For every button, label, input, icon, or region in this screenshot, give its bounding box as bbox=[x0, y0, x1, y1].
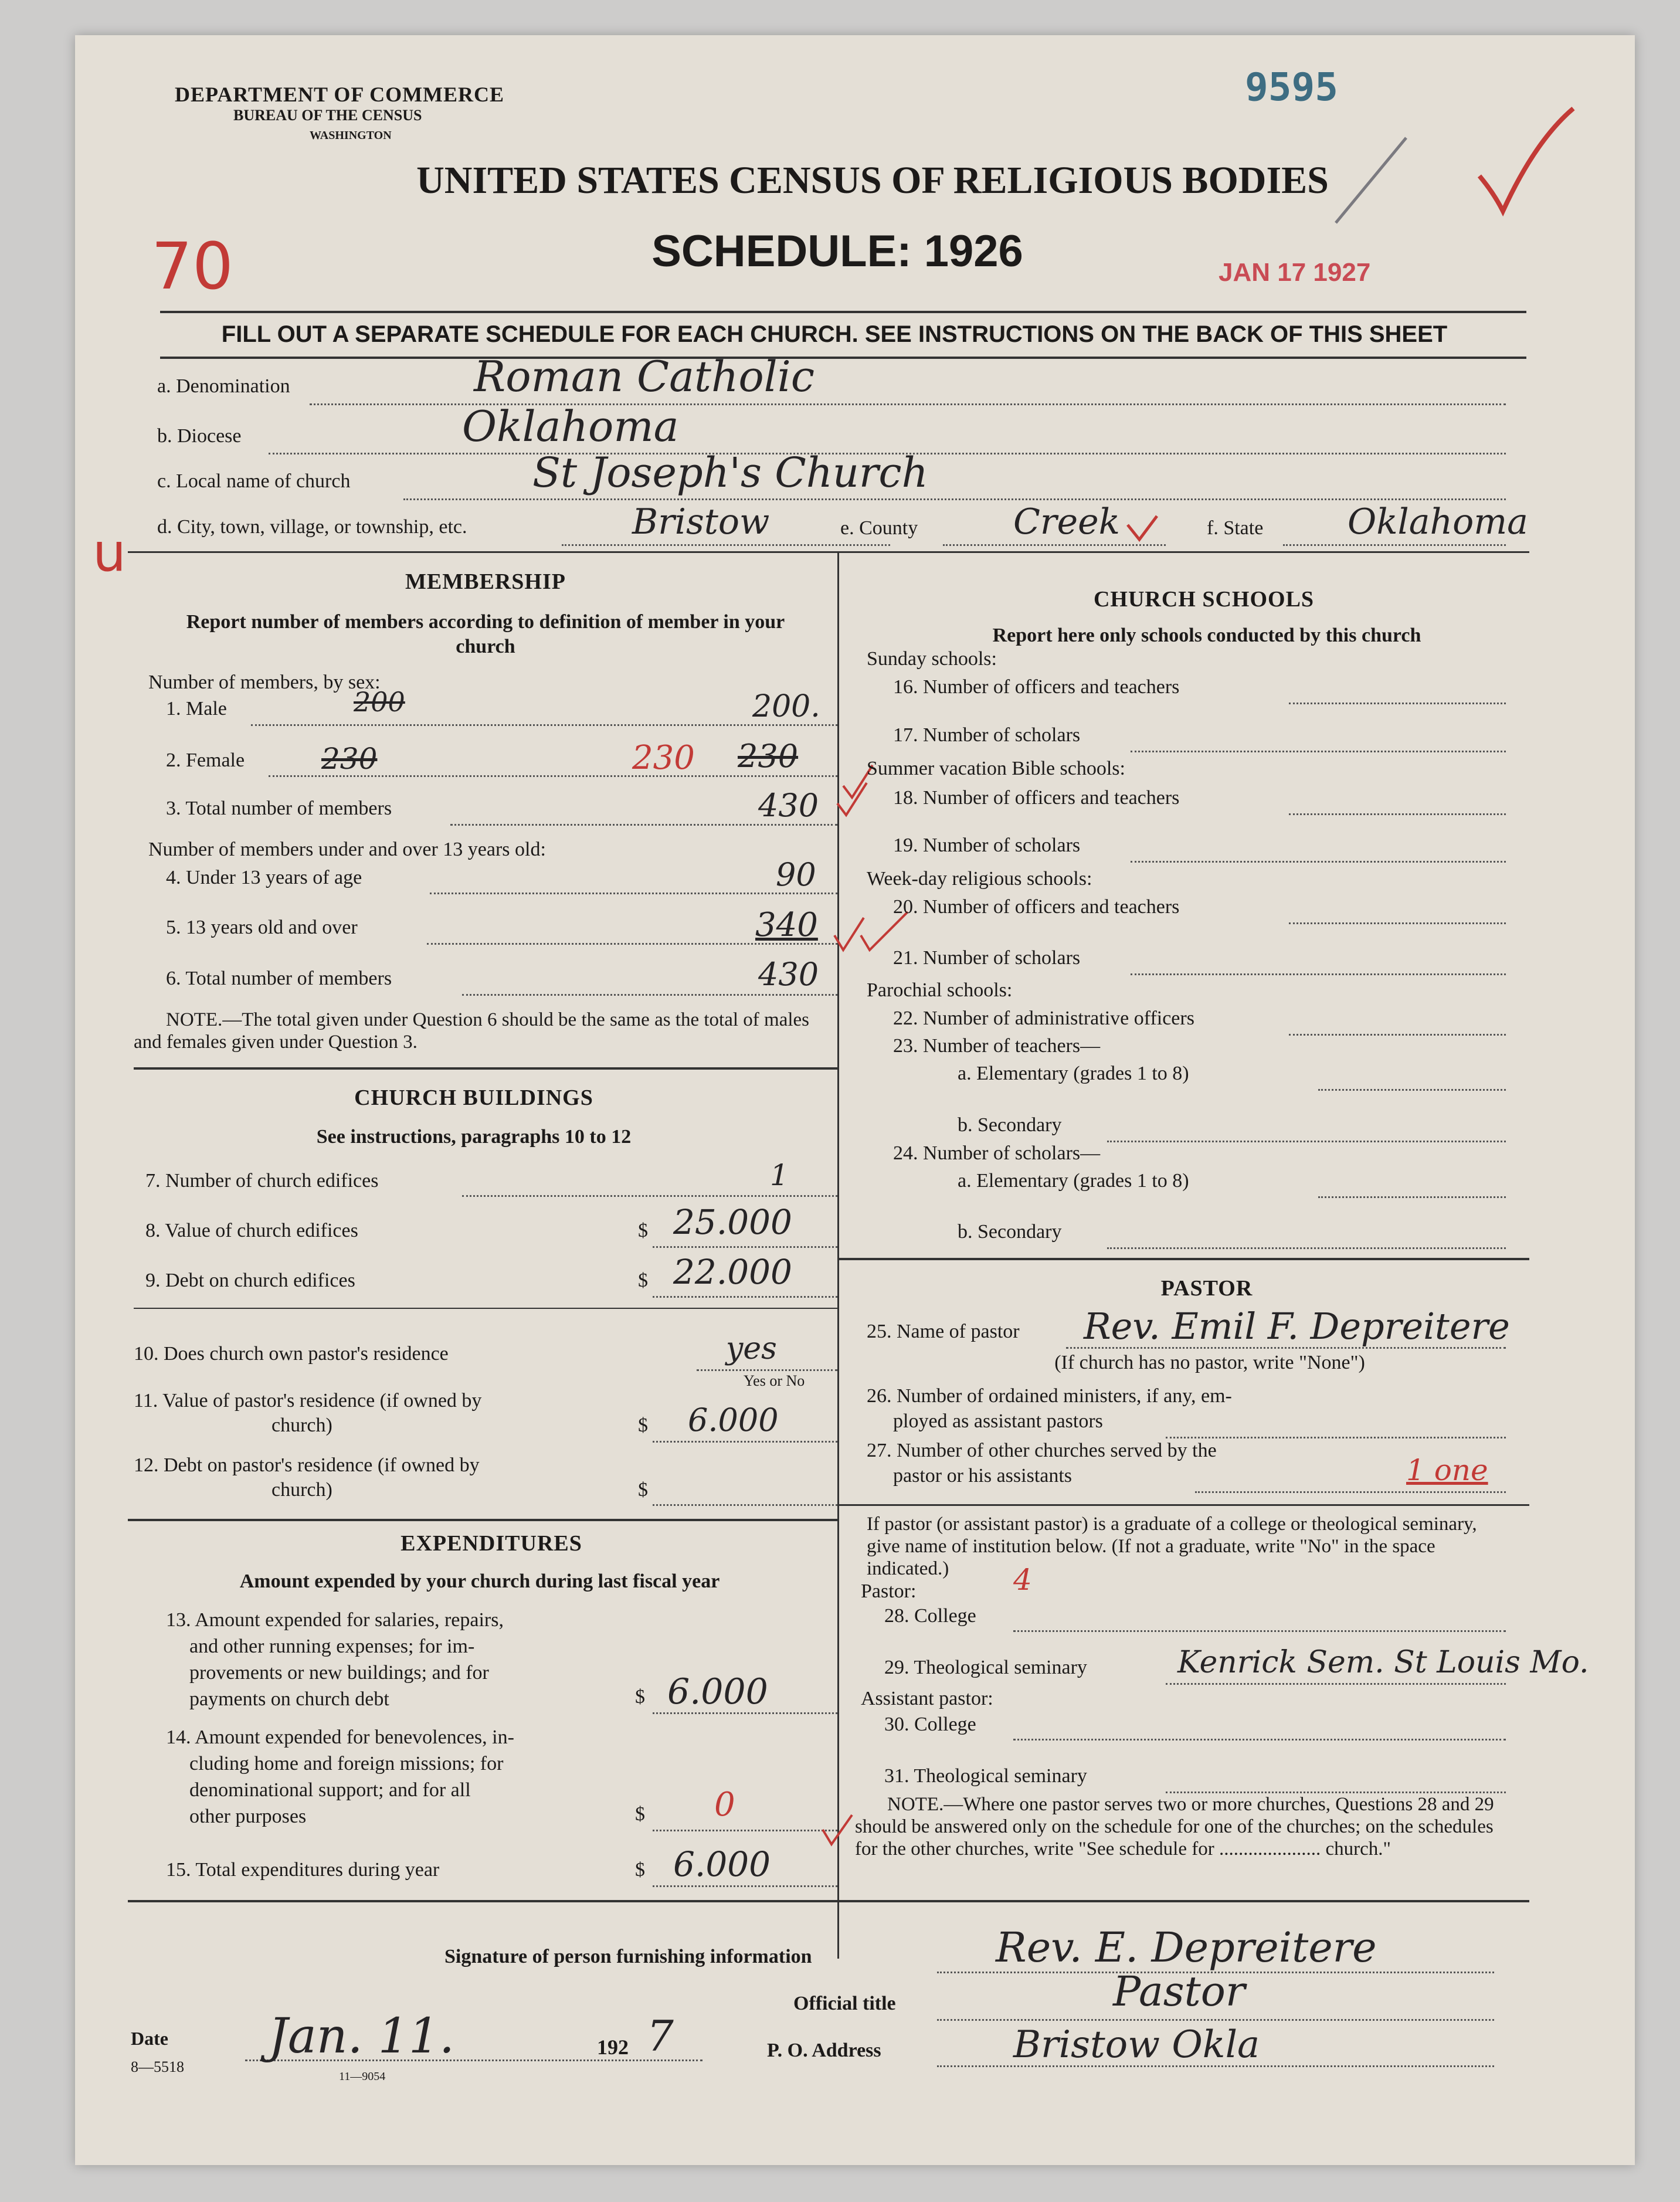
official-title-line bbox=[937, 2019, 1494, 2021]
pastor-label: Pastor: bbox=[861, 1580, 917, 1602]
diocese-label: b. Diocese bbox=[157, 425, 242, 447]
denomination-label: a. Denomination bbox=[157, 375, 290, 397]
q14-line-4: other purposes bbox=[189, 1806, 307, 1827]
county-label: e. County bbox=[840, 517, 918, 539]
check-mark-icon bbox=[820, 1812, 855, 1847]
print-code: 11—9054 bbox=[339, 2070, 386, 2083]
year-prefix: 192 bbox=[597, 2035, 629, 2059]
q13-value-field[interactable]: 6.000 bbox=[667, 1671, 768, 1712]
q13-line-2: and other running expenses; for im- bbox=[189, 1636, 475, 1657]
q16-line bbox=[1289, 703, 1506, 704]
q29-seminary-field[interactable]: Kenrick Sem. St Louis Mo. bbox=[1177, 1645, 1589, 1680]
q18-line bbox=[1289, 813, 1506, 815]
signature-label: Signature of person furnishing information bbox=[444, 1946, 812, 1967]
q31-label: 31. Theological seminary bbox=[884, 1765, 1087, 1787]
diocese-field[interactable]: Oklahoma bbox=[462, 402, 679, 451]
q27-rule bbox=[837, 1504, 1529, 1506]
q17-label: 17. Number of scholars bbox=[893, 724, 1081, 746]
q8-dollar: $ bbox=[638, 1220, 648, 1241]
q2-label: 2. Female bbox=[166, 749, 245, 771]
membership-note: NOTE.—The total given under Question 6 should be the same as the total of males and females given under Question 3. bbox=[134, 1009, 809, 1053]
q10-residence-field[interactable]: yes bbox=[726, 1331, 777, 1366]
q13-line-3: provements or new buildings; and for bbox=[189, 1662, 489, 1684]
q24b-label: b. Secondary bbox=[958, 1221, 1062, 1243]
q11-value-field[interactable]: 6.000 bbox=[688, 1402, 779, 1438]
church-name-line bbox=[403, 498, 1506, 500]
bottom-rule bbox=[128, 1900, 1529, 1902]
q11-dollar: $ bbox=[638, 1414, 648, 1436]
q25-label: 25. Name of pastor bbox=[867, 1321, 1020, 1342]
graduate-note: If pastor (or assistant pastor) is a graduate of a college or theological seminary, give name of institution below. (If not a graduate, write "No" in the space indicated.) bbox=[867, 1514, 1477, 1579]
q6-total-field[interactable]: 430 bbox=[758, 956, 819, 993]
bureau-line: BUREAU OF THE CENSUS bbox=[233, 107, 422, 124]
signature-field[interactable]: Rev. E. Depreitere bbox=[996, 1923, 1377, 1972]
q1-line bbox=[251, 724, 837, 726]
q20-label: 20. Number of officers and teachers bbox=[893, 896, 1180, 918]
q11-label-b: church) bbox=[271, 1414, 332, 1436]
q27-line bbox=[1195, 1491, 1506, 1493]
check-mark-icon bbox=[1125, 513, 1160, 542]
pastor-heading: PASTOR bbox=[1160, 1276, 1253, 1301]
q4-label: 4. Under 13 years of age bbox=[166, 867, 362, 888]
age-intro-label: Number of members under and over 13 years old: bbox=[148, 839, 546, 860]
identity-rule bbox=[128, 551, 1529, 553]
q12-label-a: 12. Debt on pastor's residence (if owned by bbox=[134, 1454, 480, 1476]
department-line: DEPARTMENT OF COMMERCE bbox=[175, 83, 505, 106]
official-title-label: Official title bbox=[793, 1993, 896, 2014]
pastor-red-mark: 4 bbox=[1013, 1563, 1032, 1597]
form-title: UNITED STATES CENSUS OF RELIGIOUS BODIES bbox=[416, 159, 1329, 202]
sunday-schools-label: Sunday schools: bbox=[867, 648, 997, 670]
membership-heading: MEMBERSHIP bbox=[405, 569, 566, 594]
q17-line bbox=[1131, 751, 1506, 752]
q26-label-a: 26. Number of ordained ministers, if any, em- bbox=[867, 1385, 1232, 1407]
county-line bbox=[943, 544, 1166, 546]
buildings-heading: CHURCH BUILDINGS bbox=[354, 1085, 593, 1110]
pencil-stroke-icon bbox=[1330, 135, 1412, 229]
q14-line-2: cluding home and foreign missions; for bbox=[189, 1753, 504, 1775]
city-line bbox=[562, 544, 890, 546]
struck-female-value: 230 bbox=[321, 742, 378, 776]
census-schedule-sheet bbox=[75, 35, 1635, 2165]
column-divider bbox=[837, 551, 839, 1959]
q8-value-field[interactable]: 25.000 bbox=[673, 1202, 792, 1242]
q10-label: 10. Does church own pastor's residence bbox=[134, 1343, 449, 1365]
q15-label: 15. Total expenditures during year bbox=[166, 1859, 440, 1881]
buildings-rule bbox=[128, 1519, 837, 1521]
q13-dollar: $ bbox=[635, 1686, 645, 1708]
q5-label: 5. 13 years old and over bbox=[166, 917, 358, 938]
q12-label-b: church) bbox=[271, 1479, 332, 1501]
q1-male-field[interactable]: 200. bbox=[752, 689, 820, 724]
q29-label: 29. Theological seminary bbox=[884, 1657, 1087, 1678]
official-title-field[interactable]: Pastor bbox=[1113, 1967, 1245, 2016]
assistant-pastor-label: Assistant pastor: bbox=[861, 1688, 993, 1709]
q18-label: 18. Number of officers and teachers bbox=[893, 787, 1180, 809]
q7-edifices-field[interactable]: 1 bbox=[770, 1158, 789, 1192]
state-field[interactable]: Oklahoma bbox=[1348, 501, 1528, 542]
date-field[interactable]: Jan. 11. bbox=[269, 2008, 455, 2064]
q28-label: 28. College bbox=[884, 1605, 976, 1627]
q3-total-field[interactable]: 430 bbox=[758, 787, 819, 824]
parochial-schools-label: Parochial schools: bbox=[867, 979, 1013, 1001]
schools-sub: Report here only schools conducted by this church bbox=[992, 625, 1421, 646]
q30-label: 30. College bbox=[884, 1714, 976, 1735]
q27-label-b: pastor or his assistants bbox=[893, 1465, 1073, 1487]
q27-label-a: 27. Number of other churches served by the bbox=[867, 1440, 1217, 1461]
q6-label: 6. Total number of members bbox=[166, 968, 392, 989]
q15-dollar: $ bbox=[635, 1859, 645, 1881]
q8-line bbox=[653, 1246, 837, 1248]
church-name-label: c. Local name of church bbox=[157, 470, 351, 492]
q9-label: 9. Debt on church edifices bbox=[145, 1270, 355, 1291]
q29-line bbox=[1166, 1683, 1506, 1685]
q8-label: 8. Value of church edifices bbox=[145, 1220, 358, 1241]
q9-dollar: $ bbox=[638, 1270, 648, 1291]
q4-under13-field[interactable]: 90 bbox=[776, 856, 816, 893]
q21-label: 21. Number of scholars bbox=[893, 947, 1081, 969]
red-mark-u: u bbox=[93, 522, 127, 583]
q22-line bbox=[1289, 1034, 1506, 1036]
po-address-field[interactable]: Bristow Okla bbox=[1013, 2023, 1260, 2067]
q25-hint: (If church has no pastor, write "None") bbox=[1054, 1352, 1365, 1373]
denomination-field[interactable]: Roman Catholic bbox=[474, 352, 815, 401]
banner-rule bbox=[160, 357, 1526, 359]
q21-line bbox=[1131, 973, 1506, 975]
q3-line bbox=[450, 824, 837, 826]
q24b-line bbox=[1107, 1247, 1506, 1249]
membership-rule bbox=[134, 1067, 837, 1070]
q9-rule bbox=[134, 1308, 837, 1309]
q14-line bbox=[653, 1830, 837, 1831]
q14-value-field[interactable]: 0 bbox=[714, 1786, 735, 1824]
check-mark-icon bbox=[1471, 106, 1576, 223]
schools-rule bbox=[837, 1258, 1529, 1260]
form-code: 8—5518 bbox=[131, 2058, 184, 2075]
red-mark-70: 70 bbox=[151, 229, 233, 304]
q23a-line bbox=[1318, 1089, 1506, 1091]
q23a-label: a. Elementary (grades 1 to 8) bbox=[958, 1063, 1189, 1084]
q9-debt-field[interactable]: 22.000 bbox=[673, 1252, 792, 1292]
q14-dollar: $ bbox=[635, 1803, 645, 1825]
q30-line bbox=[1013, 1739, 1506, 1740]
q11-label-a: 11. Value of pastor's residence (if owned by bbox=[134, 1390, 482, 1412]
q15-total-field[interactable]: 6.000 bbox=[673, 1844, 771, 1884]
q19-label: 19. Number of scholars bbox=[893, 834, 1081, 856]
schools-heading: CHURCH SCHOOLS bbox=[1093, 587, 1315, 612]
state-line bbox=[1283, 544, 1506, 546]
q15-line bbox=[653, 1885, 837, 1887]
q16-label: 16. Number of officers and teachers bbox=[893, 676, 1180, 698]
q24-label: 24. Number of scholars— bbox=[893, 1142, 1101, 1164]
date-label: Date bbox=[131, 2028, 168, 2049]
check-mark-icon bbox=[834, 780, 870, 821]
q13-label bbox=[166, 1607, 504, 1712]
buildings-sub: See instructions, paragraphs 10 to 12 bbox=[316, 1126, 632, 1148]
q23b-label: b. Secondary bbox=[958, 1114, 1062, 1136]
washington-line: WASHINGTON bbox=[310, 129, 392, 142]
state-label: f. State bbox=[1207, 517, 1264, 539]
pastor-note: NOTE.—Where one pastor serves two or more churches, Questions 28 and 29 should be answered only on the schedule for one of the churches; on the schedules for the other churches, write "See schedule for ..................... church." bbox=[855, 1794, 1494, 1860]
q24a-label: a. Elementary (grades 1 to 8) bbox=[958, 1170, 1189, 1192]
q5-over13-field[interactable]: 340 bbox=[755, 906, 818, 944]
summer-schools-label: Summer vacation Bible schools: bbox=[867, 758, 1125, 779]
q6-line bbox=[462, 994, 837, 996]
q7-label: 7. Number of church edifices bbox=[145, 1170, 379, 1192]
q14-line-3: denominational support; and for all bbox=[189, 1779, 471, 1801]
q26-line bbox=[1166, 1437, 1506, 1438]
q13-line bbox=[653, 1712, 837, 1714]
schedule-year: SCHEDULE: 1926 bbox=[651, 226, 1023, 276]
expenditures-sub: Amount expended by your church during last fiscal year bbox=[239, 1570, 720, 1592]
q23-label: 23. Number of teachers— bbox=[893, 1035, 1101, 1057]
header-rule bbox=[160, 311, 1526, 313]
weekday-schools-label: Week-day religious schools: bbox=[867, 868, 1092, 890]
q19-line bbox=[1131, 861, 1506, 863]
q1-label: 1. Male bbox=[166, 698, 227, 720]
members-by-sex-label: Number of members, by sex: bbox=[148, 671, 381, 693]
q24a-line bbox=[1318, 1196, 1506, 1198]
q27-value-field[interactable]: 1 one bbox=[1406, 1453, 1488, 1487]
city-label: d. City, town, village, or township, etc. bbox=[157, 516, 467, 538]
q22-label: 22. Number of administrative officers bbox=[893, 1007, 1194, 1029]
q12-dollar: $ bbox=[638, 1479, 648, 1501]
q10-hint: Yes or No bbox=[744, 1372, 805, 1389]
church-name-field[interactable]: St Joseph's Church bbox=[532, 449, 928, 497]
q2-female-field[interactable]: 230 bbox=[738, 738, 799, 775]
q28-line bbox=[1013, 1630, 1506, 1632]
struck-male-value: 200 bbox=[354, 686, 405, 718]
q11-line bbox=[653, 1441, 837, 1443]
membership-intro: Report number of members according to definition of member in your church bbox=[186, 611, 785, 657]
q20-line bbox=[1289, 922, 1506, 924]
q7-line bbox=[462, 1195, 837, 1197]
q3-label: 3. Total number of members bbox=[166, 798, 392, 819]
q13-line-1: 13. Amount expended for salaries, repairs, bbox=[166, 1609, 504, 1631]
expenditures-heading: EXPENDITURES bbox=[401, 1531, 582, 1556]
red-female-value: 230 bbox=[632, 739, 695, 777]
instruction-banner: FILL OUT A SEPARATE SCHEDULE FOR EACH CHURCH. SEE INSTRUCTIONS ON THE BACK OF THIS SHEET bbox=[221, 321, 1448, 347]
county-field[interactable]: Creek bbox=[1013, 501, 1120, 542]
form-number: 9595 bbox=[1245, 65, 1338, 110]
city-field[interactable]: Bristow bbox=[632, 501, 770, 542]
received-stamp: JAN 17 1927 bbox=[1219, 258, 1371, 287]
q26-label-b: ployed as assistant pastors bbox=[893, 1410, 1103, 1432]
q10-line bbox=[697, 1369, 837, 1371]
po-address-label: P. O. Address bbox=[767, 2040, 881, 2061]
q9-line bbox=[653, 1296, 837, 1298]
year-field[interactable]: 7 bbox=[647, 2011, 674, 2061]
q23b-line bbox=[1107, 1141, 1506, 1142]
q13-line-4: payments on church debt bbox=[189, 1688, 389, 1710]
q12-line bbox=[653, 1504, 837, 1506]
q25-pastor-name-field[interactable]: Rev. Emil F. Depreitere bbox=[1084, 1305, 1510, 1348]
q14-line-1: 14. Amount expended for benevolences, in- bbox=[166, 1726, 514, 1748]
q14-label bbox=[166, 1724, 514, 1830]
